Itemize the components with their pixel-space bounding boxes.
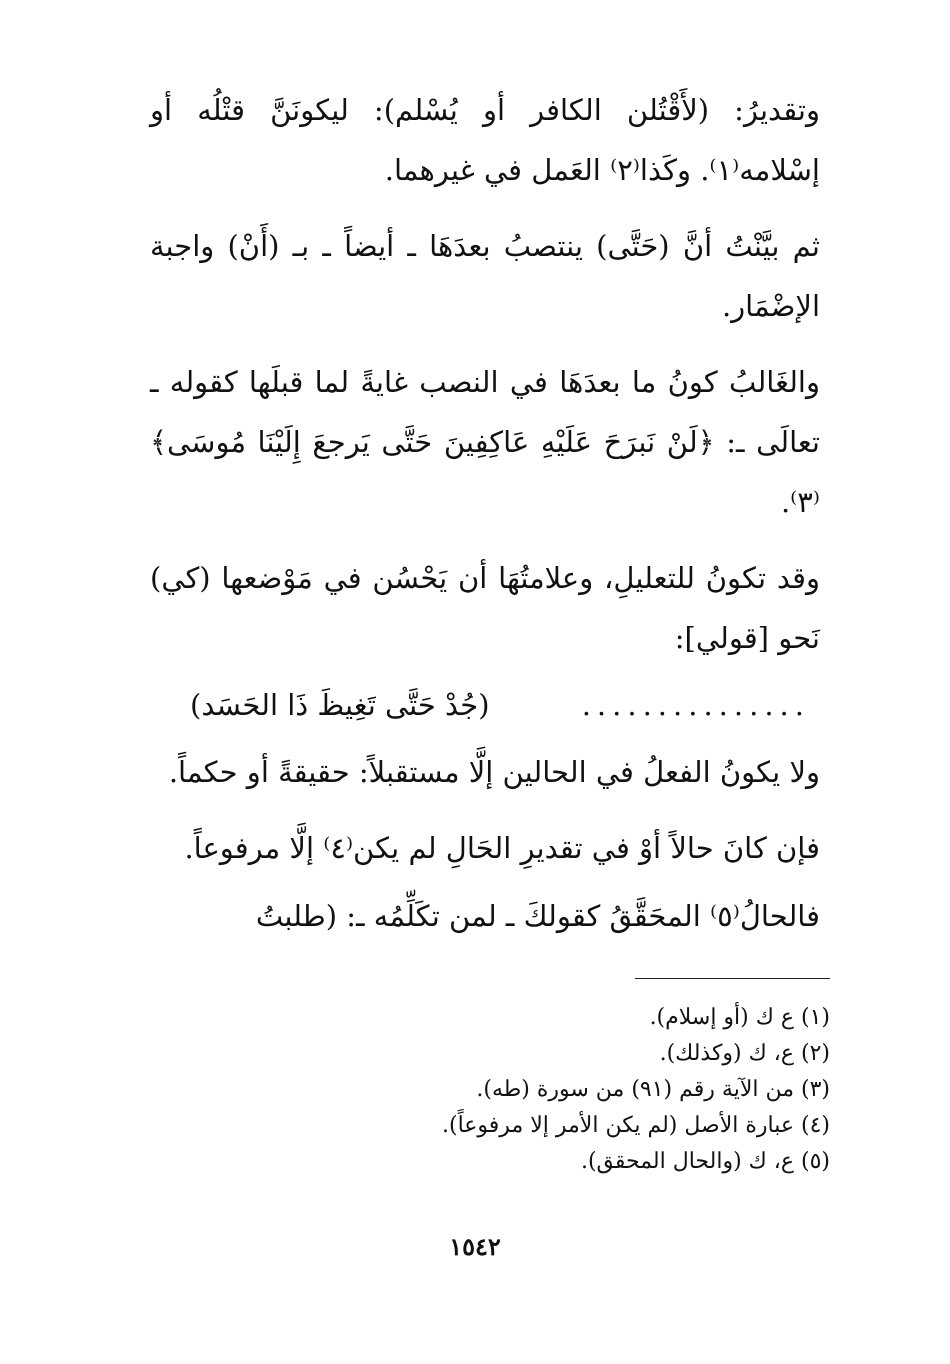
footnote-4: (٤) عبارة الأصل (لم يكن الأمر إلا مرفوعاً). — [442, 1113, 830, 1138]
footnote-separator — [635, 978, 830, 979]
footnote-3: (٣) من الآية رقم (٩١) من سورة (طه). — [476, 1077, 830, 1102]
footnote-1: (١) ع ك (أو إسلام). — [649, 1005, 830, 1030]
paragraph-5: ولا يكونُ الفعلُ في الحالين إلَّا مستقبلاً: حقيقةً أو حكماً. — [168, 755, 820, 789]
verse-ellipsis: ............... — [581, 688, 810, 722]
paragraph-3: والغَالبُ كونُ ما بعدَهَا في النصب غايةً لما قبلَها كقوله ـ تعالَى ـ: ﴿لَنْ نَبرَحَ عَلَيْهِ عَاكِفِينَ حَتَّى يَرجعَ إِلَيْنَا مُوسَى﴾⁽٣⁾. — [150, 365, 820, 519]
footnote-5: (٥) ع، ك (والحال المحقق). — [580, 1149, 830, 1174]
paragraph-4: وقد تكونُ للتعليلِ، وعلامتُهَا أن يَحْسُن في مَوْضعها (كي) نَحو [قولي]: — [150, 561, 820, 655]
paragraph-7: فالحالُ⁽٥⁾ المحَقَّقُ كقولكَ ـ لمن تكَلِّمُه ـ: (طلبتُ — [255, 899, 820, 933]
paragraph-2: ثم بيَّنْتُ أنَّ (حَتَّى) ينتصبُ بعدَهَا ـ أيضاً ـ بـ (أَنْ) واجبة الإضْمَار. — [150, 229, 820, 323]
verse-text: (جُدْ حَتَّى تَغِيظَ ذَا الحَسَد) — [190, 688, 490, 722]
paragraph-1: وتقديرُ: (لأَقْتُلن الكافر أو يُسْلم): ليكونَنَّ قتْلُه أو إسْلامه⁽١⁾. وكَذا⁽٢⁾ العَمل في غيرهما. — [150, 93, 820, 187]
paragraph-6: فإن كانَ حالاً أوْ في تقديرِ الحَالِ لم يكن⁽٤⁾ إلَّا مرفوعاً. — [184, 831, 820, 865]
footnote-2: (٢) ع، ك (وكذلك). — [659, 1041, 830, 1066]
footnotes — [150, 978, 830, 1180]
main-text — [150, 80, 820, 962]
verse-line — [150, 676, 820, 734]
page-number: ١٥٤٢ — [449, 1232, 501, 1261]
